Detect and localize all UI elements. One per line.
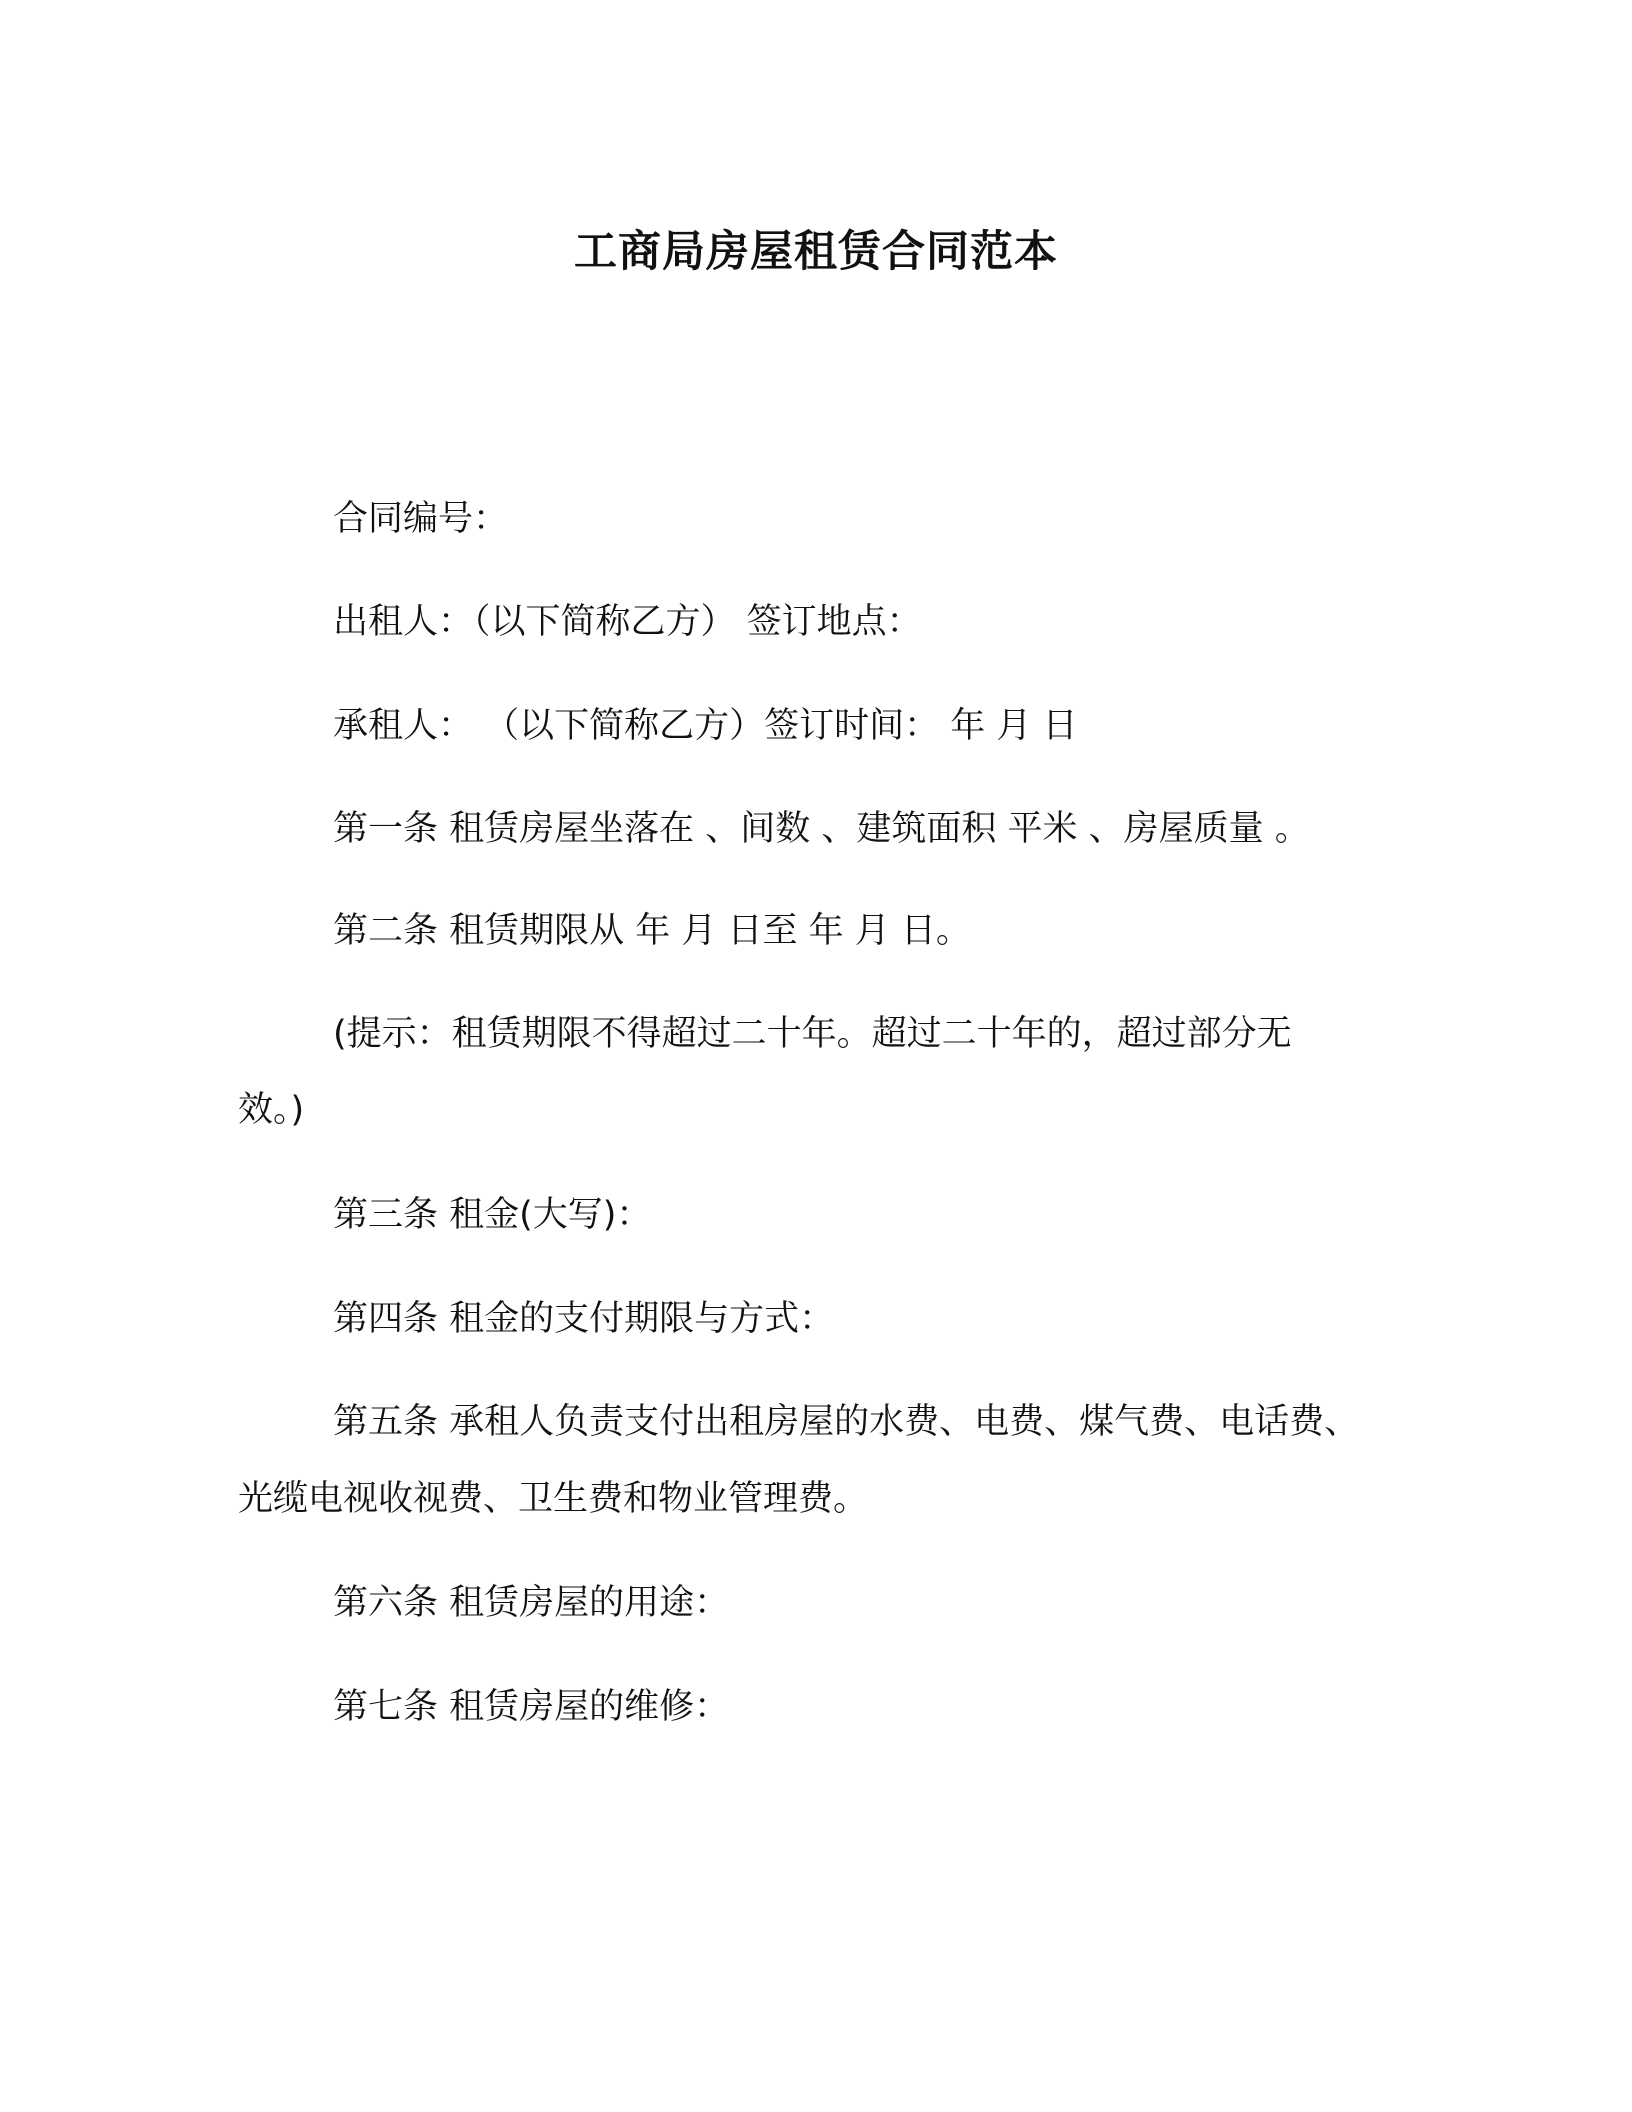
article-1-line: 第一条 租赁房屋坐落在 、间数 、建筑面积 平米 、房屋质量 。 <box>333 809 1310 849</box>
article-5-line: 第五条 承租人负责支付出租房屋的水费、电费、煤气费、电话费、 <box>333 1402 1360 1442</box>
article-4-line: 第四条 租金的支付期限与方式： <box>333 1299 835 1339</box>
article-7-line: 第七条 租赁房屋的维修： <box>333 1687 730 1727</box>
lessee-line: 承租人： （以下简称乙方）签订时间： 年 月 日 <box>333 706 1078 746</box>
document-title: 工商局房屋租赁合同范本 <box>574 227 1058 277</box>
contract-number-line: 合同编号： <box>333 499 509 539</box>
hint-line-continued: 效。) <box>238 1090 305 1130</box>
hint-line: (提示：租赁期限不得超过二十年。超过二十年的，超过部分无 <box>333 1014 1292 1054</box>
article-5-line-continued: 光缆电视收视费、卫生费和物业管理费。 <box>238 1479 869 1519</box>
article-3-line: 第三条 租金(大写)： <box>333 1195 652 1235</box>
article-6-line: 第六条 租赁房屋的用途： <box>333 1583 730 1623</box>
article-2-line: 第二条 租赁期限从 年 月 日至 年 月 日。 <box>333 911 971 951</box>
lessor-line: 出租人：（以下简称乙方） 签订地点： <box>333 602 922 642</box>
